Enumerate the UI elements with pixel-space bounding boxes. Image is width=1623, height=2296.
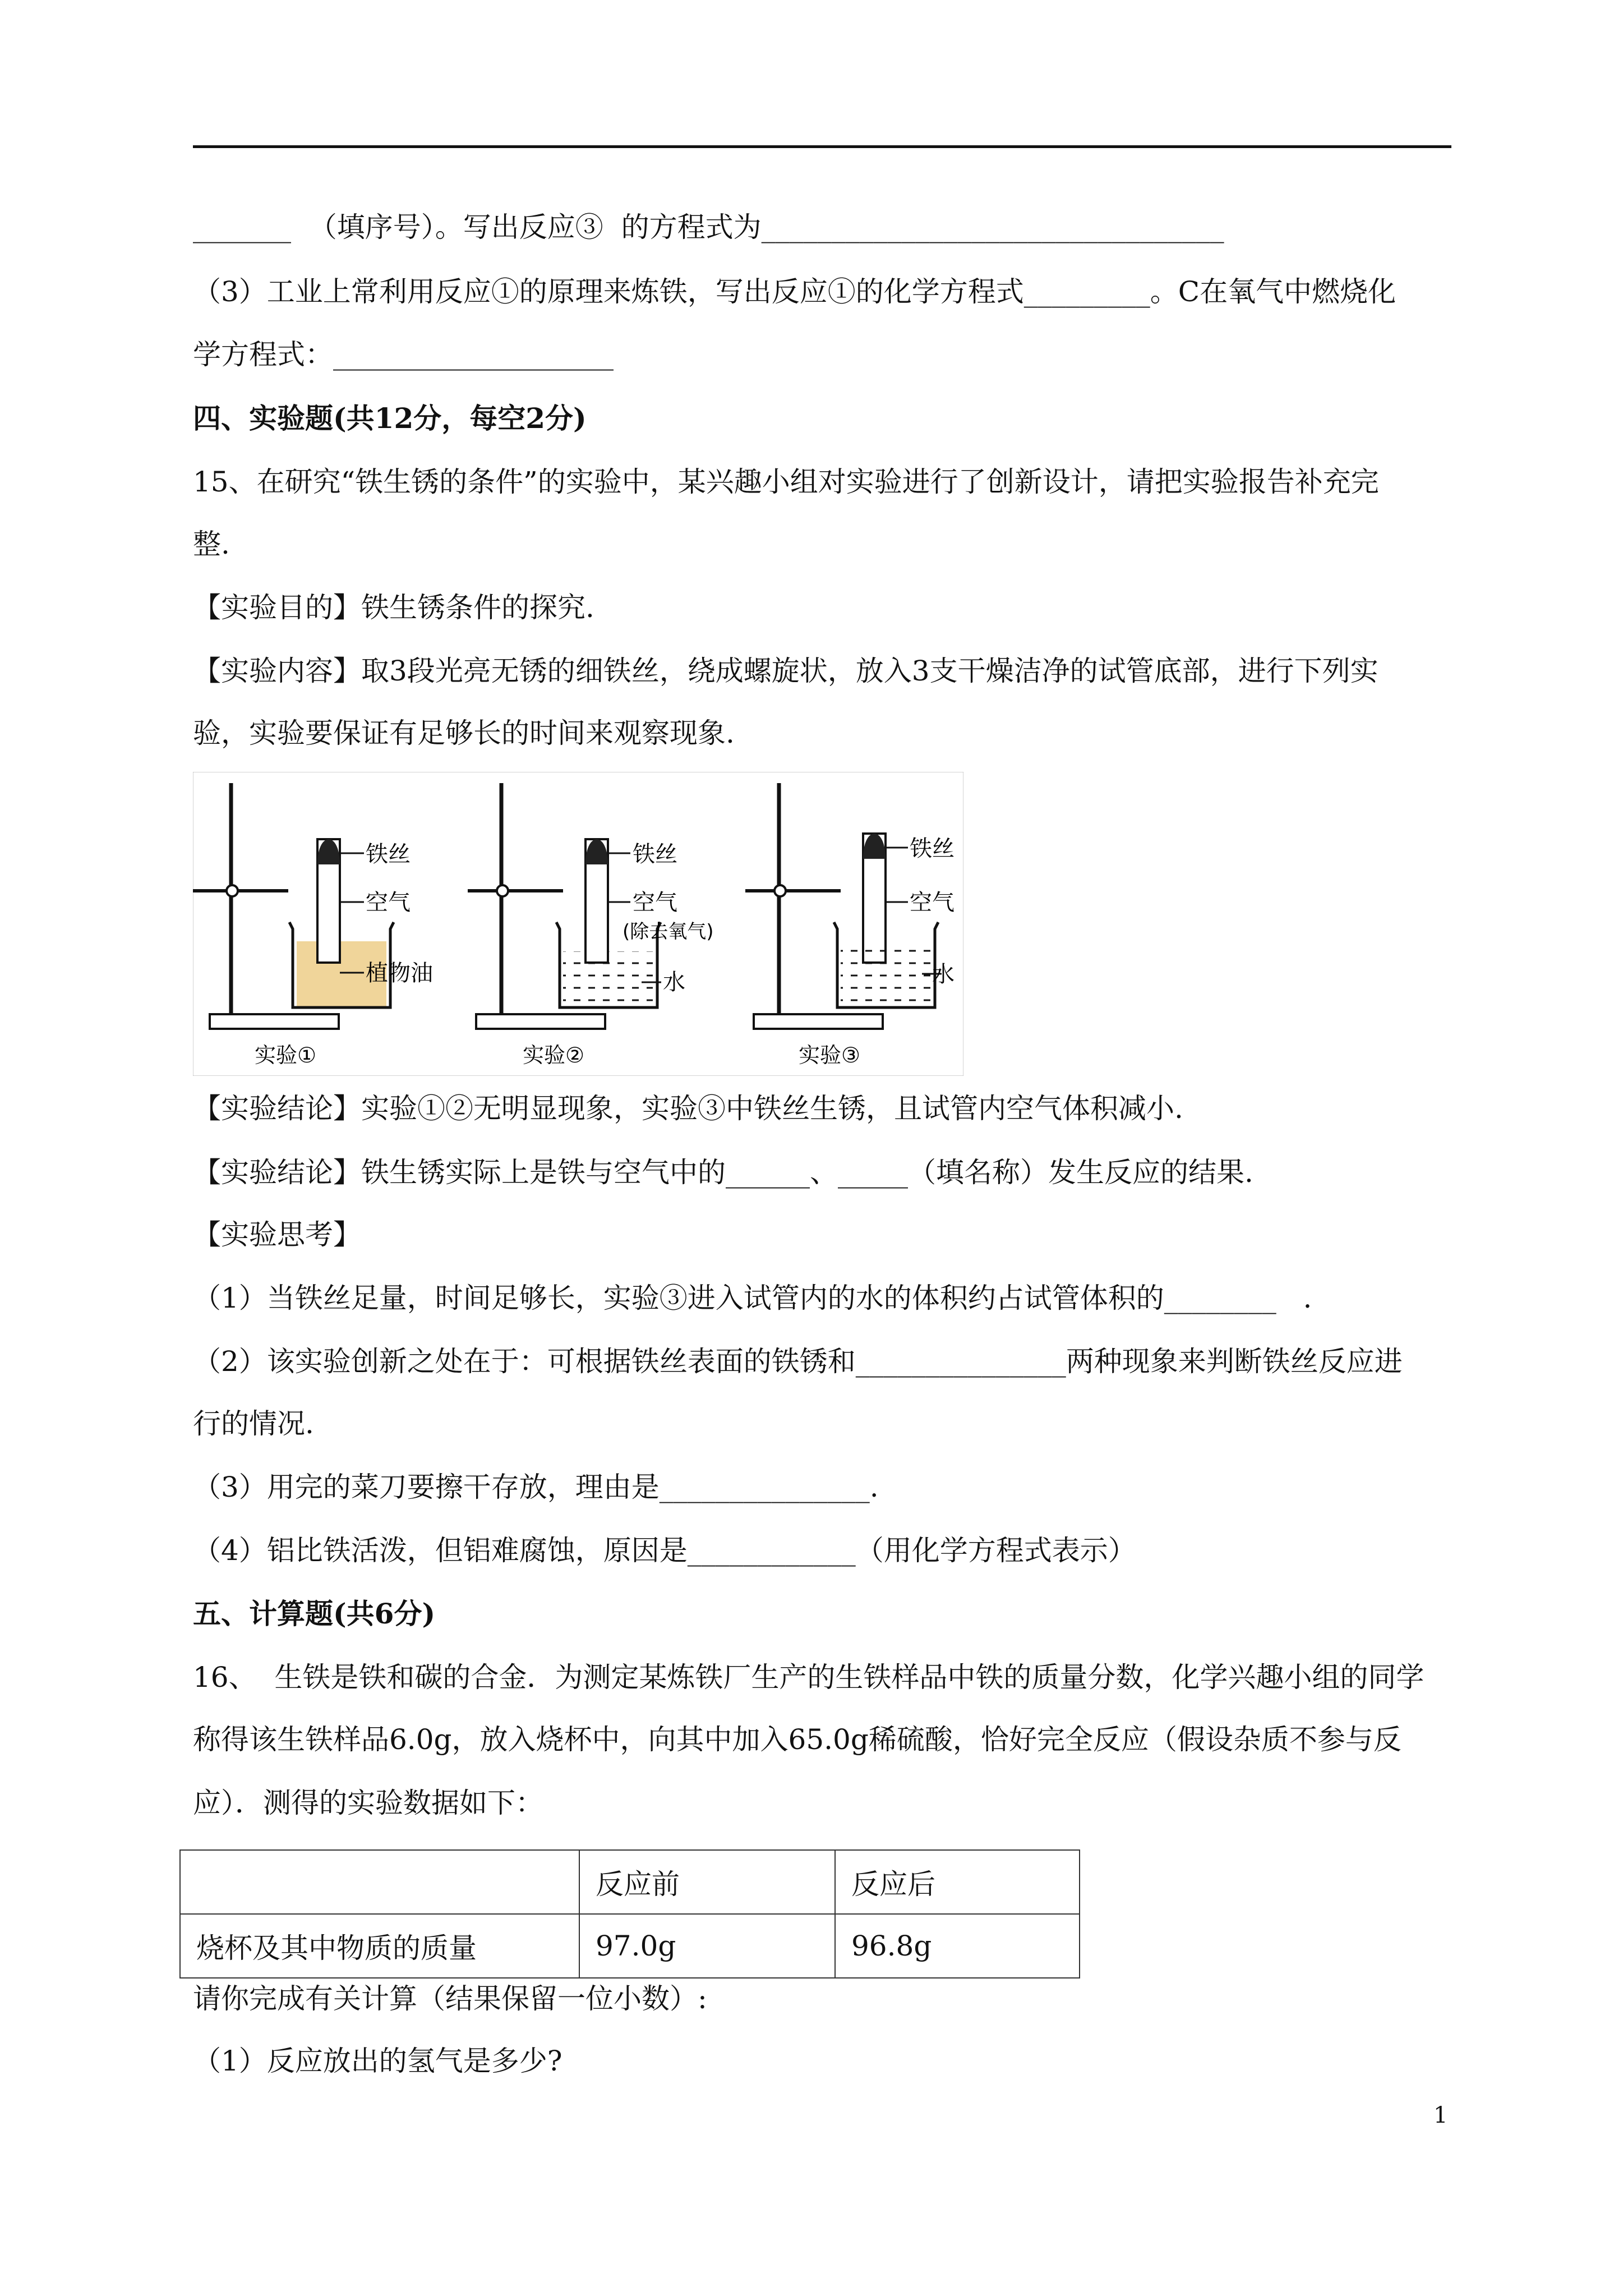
table-header-cell: 反应前 — [579, 1850, 835, 1914]
header-rule — [193, 145, 1451, 148]
reflection-q3: （3）用完的菜刀要擦干存放，理由是_______________. — [193, 1471, 879, 1503]
section-4-heading: 四、实验题(共12分，每空2分) — [193, 402, 587, 435]
caption-experiment-1: 实验① — [255, 1043, 317, 1068]
q14-blank-line: _______ （填序号）。写出反应③ 的方程式为_________________________________ — [193, 211, 1224, 243]
data-table — [179, 1849, 1080, 1978]
label-water-2: 水 — [663, 969, 685, 995]
q16-line1: 16、 生铁是铁和碳的合金．为测定某炼铁厂生产的生铁样品中铁的质量分数，化学兴趣小组的同学 — [193, 1661, 1424, 1694]
calc-q1: （1）反应放出的氢气是多少? — [193, 2045, 562, 2077]
reflection-q4: （4）铝比铁活泼，但铝难腐蚀，原因是____________（用化学方程式表示） — [193, 1534, 1136, 1567]
table-cell: 97.0g — [579, 1914, 835, 1978]
table-header-row — [180, 1850, 1080, 1914]
label-iron-wire-3: 铁丝 — [910, 836, 955, 862]
experiment-content-line1: 【实验内容】取3段光亮无锈的细铁丝，绕成螺旋状，放入3支干燥洁净的试管底部，进行下列实 — [193, 655, 1378, 687]
page-number: 1 — [1433, 2102, 1448, 2128]
table-header-cell — [180, 1850, 579, 1914]
label-iron-wire-1: 铁丝 — [366, 841, 411, 867]
label-air-2: 空气 — [633, 890, 677, 915]
reflection-q2-line1: （2）该实验创新之处在于：可根据铁丝表面的铁锈和_______________两种现象来判断铁丝反应进 — [193, 1345, 1403, 1378]
table-header-cell: 反应后 — [835, 1850, 1080, 1914]
section-5-heading: 五、计算题(共6分) — [193, 1597, 436, 1630]
experiment-reflection-heading: 【实验思考】 — [193, 1218, 361, 1251]
caption-experiment-3: 实验③ — [799, 1043, 861, 1068]
label-air-3: 空气 — [910, 890, 955, 915]
experiment-figure — [193, 772, 963, 1076]
experiment-content-line2: 验，实验要保证有足够长的时间来观察现象. — [193, 717, 735, 749]
label-iron-wire-2: 铁丝 — [633, 841, 677, 867]
label-air-1: 空气 — [366, 890, 411, 915]
label-oil: 植物油 — [366, 960, 433, 986]
caption-experiment-2: 实验② — [523, 1043, 585, 1068]
label-oxygen-removed: (除去氧气) — [623, 921, 714, 943]
table-cell: 96.8g — [835, 1914, 1080, 1978]
experiment-observation: 【实验结论】实验①②无明显现象，实验③中铁丝生锈，且试管内空气体积减小. — [193, 1092, 1183, 1125]
reflection-q2-line2: 行的情况. — [193, 1407, 314, 1440]
experiment-conclusion: 【实验结论】铁生锈实际上是铁与空气中的______、_____（填名称）发生反应的结果. — [193, 1156, 1253, 1189]
reflection-q1: （1）当铁丝足量，时间足够长，实验③进入试管内的水的体积约占试管体积的________ . — [193, 1282, 1312, 1314]
q16-line2: 称得该生铁样品6.0g，放入烧杯中，向其中加入65.0g稀硫酸，恰好完全反应（假设杂质不参与反 — [193, 1723, 1401, 1756]
calc-instruction: 请你完成有关计算（结果保留一位小数）: — [193, 1982, 707, 2015]
experiment-purpose: 【实验目的】铁生锈条件的探究. — [193, 591, 594, 624]
q16-line3: 应）．测得的实验数据如下： — [193, 1787, 543, 1819]
label-water-3: 水 — [932, 961, 955, 987]
q14-part3-line2: 学方程式：____________________ — [193, 338, 614, 371]
table-row — [180, 1914, 1080, 1978]
table-cell: 烧杯及其中物质的质量 — [180, 1914, 579, 1978]
q14-part3-line1: （3）工业上常利用反应①的原理来炼铁，写出反应①的化学方程式_________。C在氧气中燃烧化 — [193, 275, 1396, 308]
q15-intro-line2: 整. — [193, 528, 230, 560]
q15-intro-line1: 15、在研究“铁生锈的条件”的实验中，某兴趣小组对实验进行了创新设计，请把实验报告补充完 — [193, 466, 1379, 498]
